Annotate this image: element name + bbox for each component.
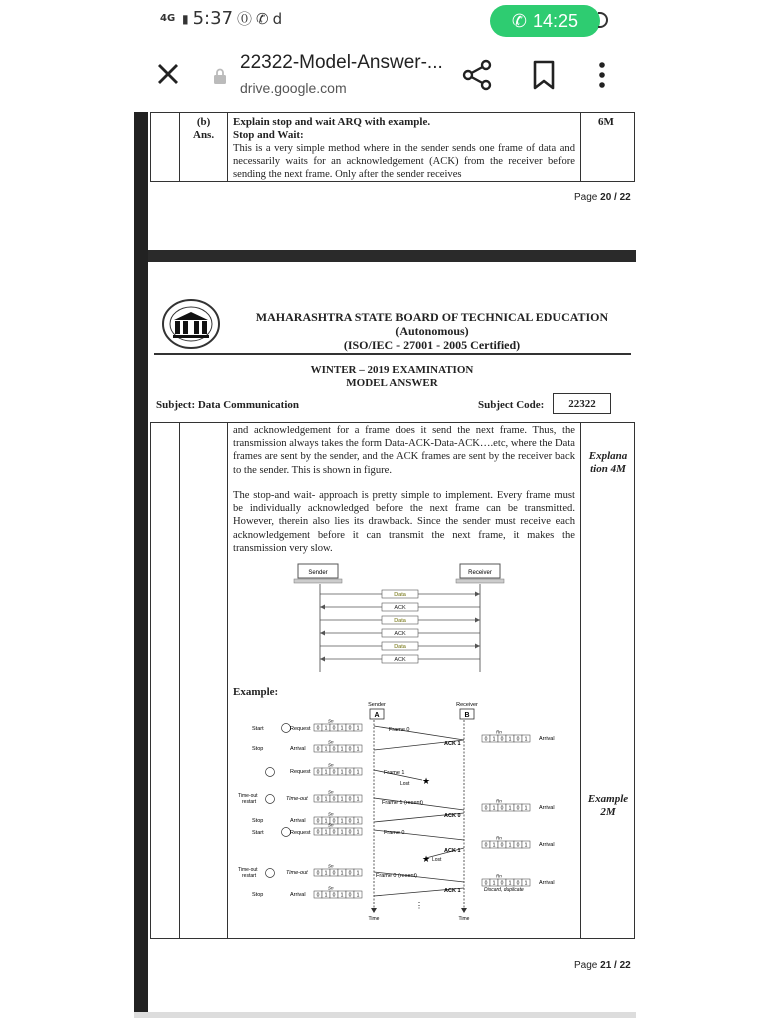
fig2-seq-digit: 0 [484, 805, 488, 812]
fig2-stop-1: Stop [252, 746, 264, 752]
fig2-seq-pointer: Sn [328, 811, 334, 817]
fig2-seq-digit: 1 [340, 829, 344, 836]
ongoing-call-chip[interactable] [490, 5, 600, 37]
fig2-seq-digit: 1 [492, 880, 496, 887]
fig2-arrival-1: Arrival [290, 746, 306, 752]
fig2-seq-pointer: Sn [328, 789, 334, 795]
fig2-seq-pointer: Sn [328, 863, 334, 869]
fig2-seq-digit: 1 [508, 880, 512, 887]
subject-code-label: Subject Code: [478, 399, 545, 411]
fig2-ack0: ACK 0 [444, 813, 461, 819]
fig2-seq-digit: 1 [324, 892, 328, 899]
fig2-arrival-2: Arrival [290, 818, 306, 824]
page-num: 20 / 22 [600, 192, 631, 203]
question-marks: 6M [598, 116, 614, 128]
marks-explanation-b: tion 4M [590, 463, 626, 475]
fig2-seq-digit: 0 [332, 892, 336, 899]
fig2-seq-digit: 0 [516, 736, 520, 743]
fig2-seq-digit: 0 [332, 725, 336, 732]
svg-text:★: ★ [422, 854, 431, 864]
fig1-receiver-label: Receiver [468, 570, 492, 576]
fig2-frame1-resent: Frame 1 (resent) [382, 800, 423, 806]
fig2-frame0-b: Frame 0 [384, 830, 405, 836]
fig2-seq-digit: 0 [316, 746, 320, 753]
bookmark-icon[interactable] [530, 58, 558, 92]
fig2-seq-digit: 1 [508, 736, 512, 743]
board-header [150, 310, 634, 352]
fig2-sequence-boxes [314, 719, 530, 899]
clock: 5:37 [192, 8, 234, 29]
fig2-seq-digit: 1 [324, 829, 328, 836]
arq-example-figure [234, 698, 574, 926]
fig2-seq-digit: 1 [356, 829, 360, 836]
horizontal-scrollbar[interactable] [134, 1012, 636, 1018]
fig2-seq-digit: 1 [324, 769, 328, 776]
fig2-seq-digit: 0 [516, 880, 520, 887]
more-options-icon[interactable] [590, 58, 614, 92]
fig2-seq-digit: 1 [324, 725, 328, 732]
fig2-arrival-3: Arrival [290, 892, 306, 898]
fig2-seq-pointer: Sn [328, 739, 334, 745]
model-answer-title: MODEL ANSWER [346, 377, 438, 389]
fig2-stop-3: Stop [252, 892, 264, 898]
fig2-seq-digit: 1 [508, 842, 512, 849]
close-icon[interactable] [152, 58, 184, 90]
fig1-message-label: Data [394, 618, 406, 624]
page-20-number [574, 192, 631, 203]
question-text [233, 116, 430, 142]
fig2-seq-digit: 1 [340, 725, 344, 732]
fig2-seq-digit: 0 [500, 805, 504, 812]
fig2-seq-digit: 1 [492, 805, 496, 812]
fig1-messages [320, 590, 480, 663]
marks-example-a: Example [587, 793, 629, 805]
fig2-request-2: Request [290, 769, 311, 775]
fig2-start-1: Start [252, 726, 264, 732]
page21-paragraph-2: The stop-and wait- approach is pretty simple to implement. Every frame must be individually acknowledged before the next frame can be transmitted. However, therein also lies its drawback. Since the sender must receive each acknowledgement before it can transmit the next frame, it makes the transmission very slow. [233, 490, 575, 554]
subject-label: Subject: Data Communication [156, 399, 299, 411]
header-rule [154, 353, 631, 355]
fig2-seq-digit: 1 [356, 769, 360, 776]
share-icon[interactable] [460, 58, 494, 92]
fig2-r-arrival-1: Arrival [539, 736, 555, 742]
fig2-seq-digit: 1 [524, 736, 528, 743]
app-bar [0, 40, 768, 112]
fig1-arrowhead [320, 605, 325, 610]
question-heading: Explain stop and wait ARQ with example. [233, 116, 431, 128]
marks-explanation [581, 450, 635, 476]
phone-icon: ✆ [256, 9, 269, 28]
fig2-restart-2: restart [242, 873, 257, 879]
fig2-seq-digit: 0 [348, 746, 352, 753]
fig2-seq-digit: 0 [516, 805, 520, 812]
fig2-seq-digit: 1 [340, 746, 344, 753]
subject-code-box: 22322 [553, 393, 611, 414]
signal-icon: ▮ [182, 11, 189, 26]
fig2-discard: Discard, duplicate [484, 887, 524, 893]
data-saver-icon: ⓪ [237, 10, 253, 28]
board-cert: (ISO/IEC - 27001 - 2005 Certified) [343, 338, 521, 352]
fig2-stop-2: Stop [252, 818, 264, 824]
fig2-seq-digit: 1 [524, 842, 528, 849]
fig2-seq-digit: 1 [356, 870, 360, 877]
fig2-seq-digit: 1 [340, 796, 344, 803]
fig2-seq-pointer: Sn [328, 885, 334, 891]
fig1-sender-label: Sender [308, 570, 328, 576]
fig2-seq-digit: 0 [516, 842, 520, 849]
stop-wait-figure [290, 560, 510, 680]
example-label: Example: [233, 686, 279, 698]
fig2-lost-2: Lost [432, 857, 442, 863]
fig2-r-arrival-4: Arrival [539, 880, 555, 886]
marks-example-b: 2M [600, 806, 616, 818]
fig2-seq-digit: 1 [524, 880, 528, 887]
fig2-seq-digit: 1 [524, 805, 528, 812]
fig2-seq-digit: 1 [340, 769, 344, 776]
fig2-seq-digit: 0 [500, 842, 504, 849]
fig2-seq-digit: 1 [508, 805, 512, 812]
battery-icon [598, 12, 608, 28]
fig2-seq-digit: 0 [348, 725, 352, 732]
fig2-seq-digit: 1 [340, 818, 344, 825]
fig2-sender: Sender [368, 702, 386, 708]
fig2-seq-digit: 0 [348, 818, 352, 825]
fig1-message-label: Data [394, 592, 406, 598]
board-sub: (Autonomous) [395, 324, 469, 338]
fig2-seq-digit: 0 [316, 829, 320, 836]
fig2-seq-digit: 1 [356, 892, 360, 899]
fig2-seq-digit: 0 [316, 769, 320, 776]
marks-explanation-a: Explana [588, 450, 628, 462]
fig2-seq-digit: 0 [316, 818, 320, 825]
fig2-seq-digit: 0 [316, 725, 320, 732]
fig2-request-3: Request [290, 830, 311, 836]
page-label: Page [574, 192, 601, 203]
fig2-seq-digit: 1 [492, 842, 496, 849]
board-name: MAHARASHTRA STATE BOARD OF TECHNICAL EDUCATION [255, 310, 609, 324]
fig2-ack1-c: ACK 1 [444, 888, 461, 894]
fig2-seq-digit: 0 [332, 769, 336, 776]
fig2-seq-digit: 1 [492, 736, 496, 743]
fig2-box-b: B [464, 712, 470, 719]
fig2-seq-digit: 1 [356, 746, 360, 753]
fig2-seq-pointer: Sn [328, 762, 334, 768]
fig2-seq-digit: 0 [484, 736, 488, 743]
fig2-r-arrival-3: Arrival [539, 842, 555, 848]
fig1-message-label: ACK [394, 631, 406, 637]
svg-text:⋮: ⋮ [415, 901, 423, 910]
question-number [193, 116, 214, 142]
fig2-ack1-a: ACK 1 [444, 741, 461, 747]
fig2-seq-digit: 1 [324, 796, 328, 803]
fig2-seq-digit: 1 [340, 870, 344, 877]
fig2-timeout-1: Time-out [238, 793, 258, 799]
fig2-time-right: Time [458, 916, 470, 922]
fig2-seq-digit: 0 [484, 880, 488, 887]
fig1-message-label: Data [394, 644, 406, 650]
fig2-seq-digit: 0 [332, 818, 336, 825]
exam-header [148, 364, 636, 390]
fig2-seq-digit: 0 [316, 870, 320, 877]
notification-icon: d [272, 9, 283, 28]
ans-label: Ans. [193, 129, 215, 141]
fig2-seq-digit: 0 [332, 746, 336, 753]
call-timer: 14:25 [533, 10, 579, 31]
fig1-message-label: ACK [394, 605, 406, 611]
fig2-seq-digit: 0 [348, 892, 352, 899]
question-no-text: (b) [196, 116, 211, 128]
page-separator [148, 250, 636, 262]
fig2-seq-digit: 0 [316, 892, 320, 899]
fig2-seq-digit: 1 [324, 870, 328, 877]
fig2-seq-digit: 1 [340, 892, 344, 899]
fig2-seq-digit: 0 [332, 870, 336, 877]
fig2-frame0: Frame 0 [389, 727, 410, 733]
fig2-seq-pointer: Sn [328, 718, 334, 724]
fig2-seq-digit: 0 [500, 736, 504, 743]
fig2-seq-pointer: Rn [496, 729, 502, 735]
fig2-box-a: A [374, 712, 380, 719]
page20-paragraph: This is a very simple method where in the sender sends one frame of data and necessarily waits for an acknowledgement (ACK) from the receiver before sending the next frame. Only after the sender receives [233, 143, 575, 181]
fig2-timeout-2: Time-out [238, 867, 258, 873]
page21-paragraph-1: and acknowledgement for a frame does it send the next frame. Thus, the transmission always takes the form Data-ACK-Data-ACK….etc, where the Data frames are sent by the sender, and the ACK frames are sent by the receiver back to the sender. This is shown in figure. [233, 425, 575, 476]
fig2-lost-1: Lost [400, 781, 410, 787]
fig2-r-arrival-2: Arrival [539, 805, 555, 811]
fig2-timeout-italic: Time-out [286, 796, 308, 802]
fig2-seq-digit: 0 [332, 829, 336, 836]
fig2-time-left: Time [368, 916, 380, 922]
fig2-seq-pointer: Rn [496, 873, 502, 879]
fig2-seq-pointer: Sn [328, 822, 334, 828]
fig1-arrowhead [320, 657, 325, 662]
fig1-arrowhead [320, 631, 325, 636]
fig2-seq-digit: 1 [356, 796, 360, 803]
fig2-seq-pointer: Rn [496, 835, 502, 841]
document-title: 22322-Model-Answer-... [240, 52, 443, 73]
lock-icon [213, 68, 227, 84]
phone-call-icon: ✆ [511, 10, 528, 31]
fig2-start-2: Start [252, 830, 264, 836]
fig2-timeout-lower: Time-out [286, 870, 308, 876]
fig2-seq-digit: 1 [324, 746, 328, 753]
fig1-message-label: ACK [394, 657, 406, 663]
stop-and-wait-heading: Stop and Wait: [233, 129, 304, 141]
fig2-receiver: Receiver [456, 702, 478, 708]
page-label-21: Page [574, 960, 601, 971]
fig2-seq-digit: 1 [356, 818, 360, 825]
viewer-edge [134, 112, 148, 1012]
fig2-restart-1: restart [242, 799, 257, 805]
fig1-arrowhead [475, 592, 480, 597]
fig2-seq-digit: 0 [500, 880, 504, 887]
fig2-seq-digit: 0 [484, 842, 488, 849]
document-url: drive.google.com [240, 80, 347, 96]
marks-example [581, 793, 635, 819]
fig2-seq-digit: 1 [356, 725, 360, 732]
fig2-request-1: Request [290, 726, 311, 732]
status-left [160, 8, 282, 29]
status-bar [0, 0, 768, 40]
fig2-seq-digit: 0 [348, 870, 352, 877]
fig2-frame1: Frame 1 [384, 770, 405, 776]
fig2-seq-digit: 0 [348, 829, 352, 836]
fig2-seq-digit: 0 [348, 769, 352, 776]
page-num-21: 21 / 22 [600, 960, 631, 971]
fig2-seq-digit: 0 [316, 796, 320, 803]
fig2-seq-pointer: Rn [496, 798, 502, 804]
fig2-frame0-resent: Frame 0 (resent) [376, 873, 417, 879]
svg-text:★: ★ [422, 776, 431, 786]
fig2-seq-digit: 0 [332, 796, 336, 803]
page-21-number [574, 960, 631, 971]
fig2-ack1-b: ACK 1 [444, 848, 461, 854]
fig2-seq-digit: 1 [324, 818, 328, 825]
exam-title: WINTER – 2019 EXAMINATION [310, 364, 474, 376]
fig1-arrowhead [475, 618, 480, 623]
fig1-arrowhead [475, 644, 480, 649]
network-indicator: 4G [160, 13, 176, 24]
fig2-seq-digit: 0 [348, 796, 352, 803]
